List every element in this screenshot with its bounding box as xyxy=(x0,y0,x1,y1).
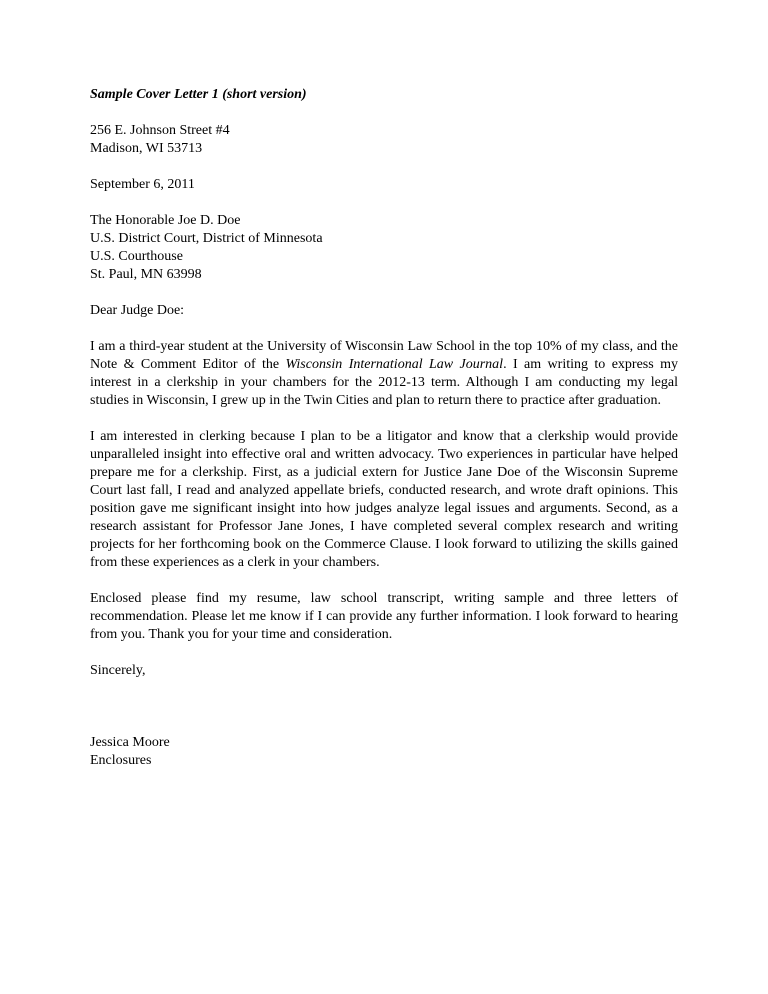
paragraph-1-intro: I am a third-year student at the University of Wisconsin Law School in the top 10% of my class, and the Note & Comment Editor of the xyxy=(90,339,678,372)
enclosures-note: Enclosures xyxy=(90,753,152,768)
sender-street: 256 E. Johnson Street #4 xyxy=(90,123,230,138)
paragraph-1-rest: . I am writing to express my interest in a clerkship in your chambers for the 2012-13 term. Although I am conducting my legal studies in Wisconsin, I grew up in the Twin Cities and plan to return there to practice after graduation. xyxy=(90,357,678,408)
recipient-address xyxy=(90,212,678,284)
signer-name: Jessica Moore xyxy=(90,735,170,750)
letter-page xyxy=(90,86,678,770)
paragraph-3: Enclosed please find my resume, law school transcript, writing sample and three letters of recommendation. Please let me know if I can provide any further information. I look forward to hearing from you. Thank you for your time and consideration. xyxy=(90,591,678,642)
recipient-court: U.S. District Court, District of Minnesota xyxy=(90,231,323,246)
signature-space xyxy=(90,698,678,734)
recipient-name: The Honorable Joe D. Doe xyxy=(90,213,241,228)
recipient-city: St. Paul, MN 63998 xyxy=(90,267,202,282)
signature-block xyxy=(90,734,678,770)
paragraph-2: I am interested in clerking because I plan to be a litigator and know that a clerkship would provide unparalleled insight into effective oral and written advocacy. Two experiences in particular have helped prepare me for a clerkship. First, as a judicial extern for Justice Jane Doe of the Wisconsin Supreme Court last fall, I read and analyzed appellate briefs, conducted research, and wrote draft opinions. This position gave me significant insight into how judges analyze legal issues and arguments. Second, as a research assistant for Professor Jane Jones, I have completed several complex research and writing projects for her forthcoming book on the Commerce Clause. I look forward to utilizing the skills gained from these experiences as a clerk in your chambers. xyxy=(90,429,678,570)
journal-name: Wisconsin International Law Journal xyxy=(285,357,504,372)
sender-address xyxy=(90,122,678,158)
closing: Sincerely, xyxy=(90,663,146,678)
salutation: Dear Judge Doe: xyxy=(90,303,185,318)
paragraph-1 xyxy=(90,338,678,410)
recipient-building: U.S. Courthouse xyxy=(90,249,183,264)
sender-city: Madison, WI 53713 xyxy=(90,141,203,156)
letter-date: September 6, 2011 xyxy=(90,177,195,192)
document-title: Sample Cover Letter 1 (short version) xyxy=(90,87,307,102)
